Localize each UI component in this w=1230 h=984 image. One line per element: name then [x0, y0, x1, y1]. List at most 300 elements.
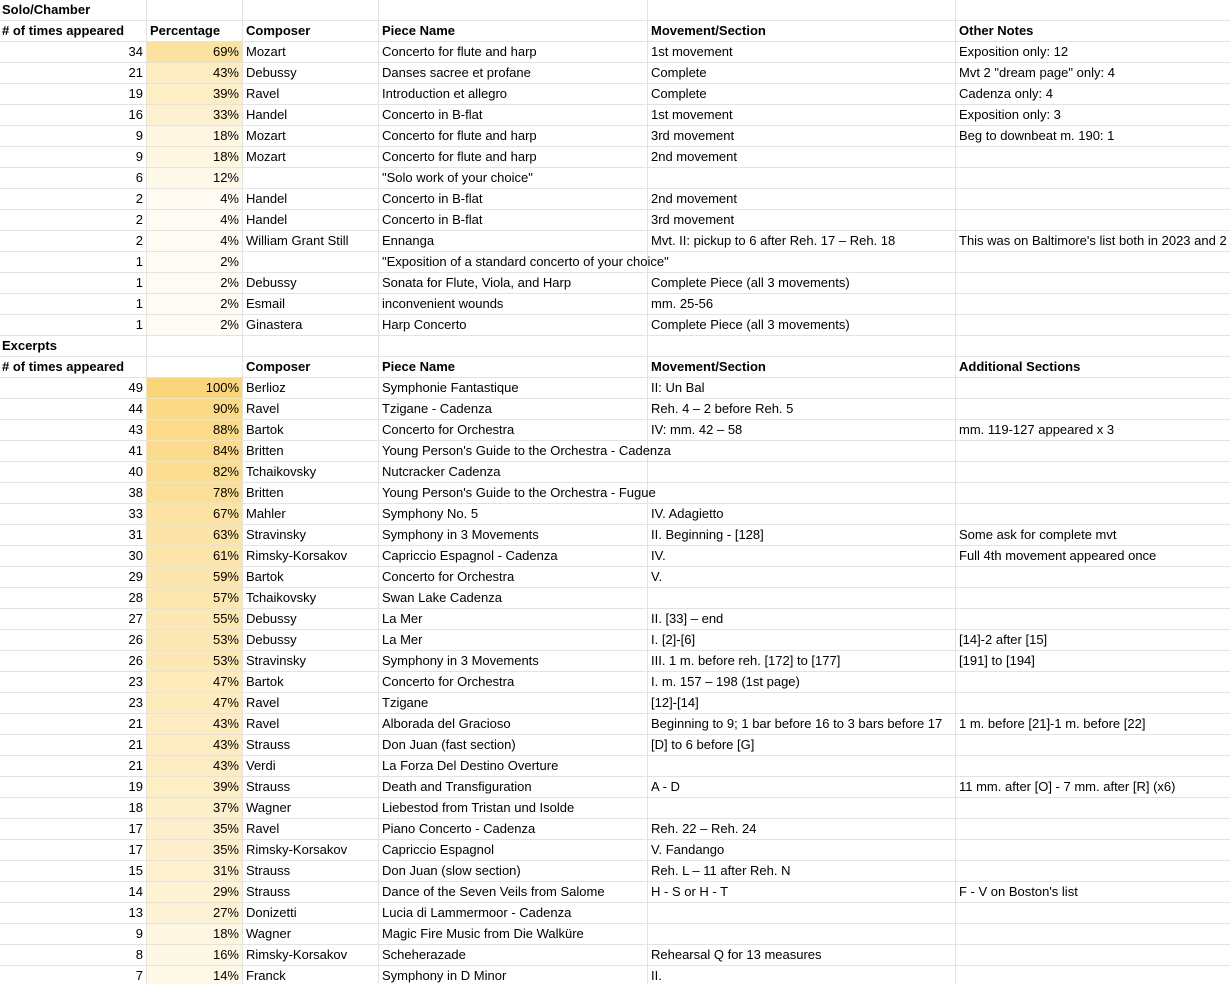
- percentage-cell[interactable]: 2%: [147, 252, 243, 272]
- movement-cell[interactable]: [648, 168, 956, 188]
- count-cell[interactable]: 2: [0, 231, 147, 251]
- piece-name-cell[interactable]: Introduction et allegro: [379, 84, 648, 104]
- composer-cell[interactable]: Bartok: [243, 420, 379, 440]
- composer-cell[interactable]: Handel: [243, 189, 379, 209]
- empty-cell[interactable]: [956, 0, 1230, 20]
- percentage-cell[interactable]: 53%: [147, 651, 243, 671]
- movement-cell[interactable]: I. m. 157 – 198 (1st page): [648, 672, 956, 692]
- count-cell[interactable]: 49: [0, 378, 147, 398]
- piece-name-cell[interactable]: Capriccio Espagnol: [379, 840, 648, 860]
- empty-cell[interactable]: [379, 336, 648, 356]
- percentage-cell[interactable]: 35%: [147, 840, 243, 860]
- count-cell[interactable]: 2: [0, 210, 147, 230]
- table-row: [0, 672, 1230, 693]
- notes-cell[interactable]: [956, 168, 1230, 188]
- percentage-cell[interactable]: 33%: [147, 105, 243, 125]
- piece-name-cell[interactable]: Concerto in B-flat: [379, 189, 648, 209]
- movement-cell[interactable]: [648, 924, 956, 944]
- count-cell[interactable]: 6: [0, 168, 147, 188]
- percentage-cell[interactable]: 4%: [147, 210, 243, 230]
- count-cell[interactable]: 34: [0, 42, 147, 62]
- section-title[interactable]: Excerpts: [0, 336, 147, 356]
- notes-cell[interactable]: [956, 735, 1230, 755]
- column-header-1[interactable]: [147, 357, 243, 377]
- movement-cell[interactable]: II. Beginning - [128]: [648, 525, 956, 545]
- count-cell[interactable]: 28: [0, 588, 147, 608]
- count-cell[interactable]: 1: [0, 294, 147, 314]
- movement-cell[interactable]: 1st movement: [648, 105, 956, 125]
- percentage-cell[interactable]: 18%: [147, 147, 243, 167]
- table-row: [0, 84, 1230, 105]
- piece-name-cell[interactable]: Ennanga: [379, 231, 648, 251]
- movement-cell[interactable]: Reh. 4 – 2 before Reh. 5: [648, 399, 956, 419]
- movement-cell[interactable]: Complete Piece (all 3 movements): [648, 273, 956, 293]
- piece-name-cell[interactable]: Concerto for flute and harp: [379, 42, 648, 62]
- table-row: [0, 399, 1230, 420]
- notes-cell[interactable]: [956, 294, 1230, 314]
- notes-cell[interactable]: [956, 210, 1230, 230]
- notes-cell[interactable]: This was on Baltimore's list both in 2023 and 2: [959, 233, 1227, 248]
- piece-name-cell[interactable]: "Solo work of your choice": [379, 168, 648, 188]
- notes-cell[interactable]: [956, 273, 1230, 293]
- table-row: [0, 441, 1230, 462]
- composer-cell[interactable]: Berlioz: [243, 378, 379, 398]
- notes-cell[interactable]: F - V on Boston's list: [959, 884, 1078, 899]
- table-row: [0, 735, 1230, 756]
- piece-name-cell[interactable]: Symphony in 3 Movements: [379, 525, 648, 545]
- count-cell[interactable]: 17: [0, 840, 147, 860]
- percentage-cell[interactable]: 47%: [147, 693, 243, 713]
- movement-cell[interactable]: [12]-[14]: [648, 693, 956, 713]
- count-cell[interactable]: 33: [0, 504, 147, 524]
- movement-cell[interactable]: II: Un Bal: [648, 378, 956, 398]
- movement-cell[interactable]: V.: [648, 567, 956, 587]
- composer-cell[interactable]: William Grant Still: [243, 231, 379, 251]
- notes-cell[interactable]: [956, 189, 1230, 209]
- table-row: [0, 945, 1230, 966]
- count-cell[interactable]: 14: [0, 882, 147, 902]
- empty-cell[interactable]: [147, 336, 243, 356]
- column-header-5[interactable]: Other Notes: [959, 23, 1034, 38]
- piece-name-cell[interactable]: Concerto in B-flat: [379, 210, 648, 230]
- movement-cell[interactable]: [648, 588, 956, 608]
- notes-cell[interactable]: [191] to [194]: [959, 653, 1035, 668]
- section-title-row: [0, 336, 1230, 357]
- table-row: [0, 378, 1230, 399]
- percentage-cell[interactable]: 18%: [147, 924, 243, 944]
- piece-name-cell[interactable]: Concerto for flute and harp: [379, 147, 648, 167]
- movement-cell[interactable]: Complete: [648, 84, 956, 104]
- column-header-3[interactable]: Piece Name: [379, 357, 648, 377]
- piece-name-cell[interactable]: Lucia di Lammermoor - Cadenza: [379, 903, 648, 923]
- piece-name-cell[interactable]: Nutcracker Cadenza: [379, 462, 648, 482]
- movement-cell[interactable]: IV. Adagietto: [648, 504, 956, 524]
- piece-name-cell[interactable]: Magic Fire Music from Die Walküre: [379, 924, 648, 944]
- piece-name-cell[interactable]: La Forza Del Destino Overture: [379, 756, 648, 776]
- composer-cell[interactable]: Debussy: [243, 609, 379, 629]
- piece-name-cell[interactable]: Concerto for Orchestra: [379, 567, 648, 587]
- percentage-cell[interactable]: 27%: [147, 903, 243, 923]
- movement-cell[interactable]: 2nd movement: [648, 189, 956, 209]
- piece-name-cell[interactable]: Young Person's Guide to the Orchestra - Fugue: [379, 483, 648, 503]
- composer-cell[interactable]: Bartok: [243, 672, 379, 692]
- empty-cell[interactable]: [243, 336, 379, 356]
- piece-name-cell[interactable]: Concerto for Orchestra: [379, 672, 648, 692]
- composer-cell[interactable]: Mahler: [243, 504, 379, 524]
- notes-cell[interactable]: [956, 588, 1230, 608]
- composer-cell[interactable]: Franck: [243, 966, 379, 984]
- count-cell[interactable]: 27: [0, 609, 147, 629]
- piece-name-cell[interactable]: Don Juan (slow section): [379, 861, 648, 881]
- piece-name-cell[interactable]: "Exposition of a standard concerto of your choice": [379, 252, 648, 272]
- percentage-cell[interactable]: 43%: [147, 735, 243, 755]
- movement-cell[interactable]: 3rd movement: [648, 210, 956, 230]
- composer-cell[interactable]: Ravel: [243, 693, 379, 713]
- notes-cell[interactable]: [956, 924, 1230, 944]
- percentage-cell[interactable]: 82%: [147, 462, 243, 482]
- composer-cell[interactable]: Britten: [243, 483, 379, 503]
- movement-cell[interactable]: Complete Piece (all 3 movements): [648, 315, 956, 335]
- piece-name-cell[interactable]: Concerto in B-flat: [379, 105, 648, 125]
- composer-cell[interactable]: Esmail: [243, 294, 379, 314]
- notes-cell[interactable]: Full 4th movement appeared once: [959, 548, 1157, 563]
- percentage-cell[interactable]: 69%: [147, 42, 243, 62]
- percentage-cell[interactable]: 88%: [147, 420, 243, 440]
- notes-cell[interactable]: Beg to downbeat m. 190: 1: [959, 128, 1115, 143]
- section-title-row: [0, 0, 1230, 21]
- movement-cell[interactable]: 2nd movement: [648, 147, 956, 167]
- count-cell[interactable]: 1: [0, 252, 147, 272]
- empty-cell[interactable]: [648, 336, 956, 356]
- percentage-cell[interactable]: 4%: [147, 189, 243, 209]
- empty-cell[interactable]: [243, 0, 379, 20]
- notes-cell[interactable]: [956, 903, 1230, 923]
- count-cell[interactable]: 21: [0, 714, 147, 734]
- column-header-0[interactable]: # of times appeared: [0, 357, 147, 377]
- notes-cell[interactable]: Exposition only: 3: [959, 107, 1061, 122]
- percentage-cell[interactable]: 63%: [147, 525, 243, 545]
- piece-name-cell[interactable]: Symphony No. 5: [379, 504, 648, 524]
- percentage-cell[interactable]: 18%: [147, 126, 243, 146]
- percentage-cell[interactable]: 35%: [147, 819, 243, 839]
- composer-cell[interactable]: Tchaikovsky: [243, 462, 379, 482]
- movement-cell[interactable]: Beginning to 9; 1 bar before 16 to 3 bars before 17: [648, 714, 956, 734]
- movement-cell[interactable]: [648, 462, 956, 482]
- piece-name-cell[interactable]: Dance of the Seven Veils from Salome: [379, 882, 648, 902]
- percentage-cell[interactable]: 29%: [147, 882, 243, 902]
- movement-cell[interactable]: Reh. L – 11 after Reh. N: [648, 861, 956, 881]
- movement-cell[interactable]: [648, 483, 956, 503]
- header-row: [0, 21, 1230, 42]
- percentage-cell[interactable]: 57%: [147, 588, 243, 608]
- piece-name-cell[interactable]: Capriccio Espagnol - Cadenza: [379, 546, 648, 566]
- piece-name-cell[interactable]: Piano Concerto - Cadenza: [379, 819, 648, 839]
- movement-cell[interactable]: 1st movement: [648, 42, 956, 62]
- movement-cell[interactable]: [648, 756, 956, 776]
- percentage-cell[interactable]: 12%: [147, 168, 243, 188]
- percentage-cell[interactable]: 43%: [147, 63, 243, 83]
- column-header-3[interactable]: Piece Name: [379, 21, 648, 41]
- movement-cell[interactable]: mm. 25-56: [648, 294, 956, 314]
- piece-name-cell[interactable]: Young Person's Guide to the Orchestra - Cadenza: [379, 441, 648, 461]
- count-cell[interactable]: 23: [0, 693, 147, 713]
- column-header-1[interactable]: Percentage: [147, 21, 243, 41]
- notes-cell[interactable]: [956, 609, 1230, 629]
- notes-cell[interactable]: [956, 693, 1230, 713]
- count-cell[interactable]: 44: [0, 399, 147, 419]
- composer-cell[interactable]: Debussy: [243, 63, 379, 83]
- notes-cell[interactable]: [956, 399, 1230, 419]
- notes-cell[interactable]: Some ask for complete mvt: [959, 527, 1117, 542]
- composer-cell[interactable]: Strauss: [243, 861, 379, 881]
- percentage-cell[interactable]: 31%: [147, 861, 243, 881]
- notes-cell[interactable]: 11 mm. after [O] - 7 mm. after [R] (x6): [959, 779, 1176, 794]
- empty-cell[interactable]: [147, 0, 243, 20]
- movement-cell[interactable]: H - S or H - T: [648, 882, 956, 902]
- composer-cell[interactable]: Rimsky-Korsakov: [243, 945, 379, 965]
- movement-cell[interactable]: IV: mm. 42 – 58: [648, 420, 956, 440]
- notes-cell[interactable]: [956, 819, 1230, 839]
- empty-cell[interactable]: [648, 0, 956, 20]
- count-cell[interactable]: 1: [0, 315, 147, 335]
- percentage-cell[interactable]: 55%: [147, 609, 243, 629]
- movement-cell[interactable]: 3rd movement: [648, 126, 956, 146]
- count-cell[interactable]: 21: [0, 735, 147, 755]
- composer-cell[interactable]: Ravel: [243, 399, 379, 419]
- piece-name-cell[interactable]: Danses sacree et profane: [379, 63, 648, 83]
- composer-cell[interactable]: Ravel: [243, 84, 379, 104]
- percentage-cell[interactable]: 90%: [147, 399, 243, 419]
- movement-cell[interactable]: V. Fandango: [648, 840, 956, 860]
- count-cell[interactable]: 17: [0, 819, 147, 839]
- percentage-cell[interactable]: 39%: [147, 84, 243, 104]
- notes-cell[interactable]: [956, 462, 1230, 482]
- piece-name-cell[interactable]: Don Juan (fast section): [379, 735, 648, 755]
- movement-cell[interactable]: IV.: [648, 546, 956, 566]
- piece-name-cell[interactable]: Swan Lake Cadenza: [379, 588, 648, 608]
- percentage-cell[interactable]: 78%: [147, 483, 243, 503]
- notes-cell[interactable]: mm. 119-127 appeared x 3: [959, 422, 1115, 437]
- piece-name-cell[interactable]: Concerto for flute and harp: [379, 126, 648, 146]
- notes-cell[interactable]: [956, 252, 1230, 272]
- percentage-cell[interactable]: 4%: [147, 231, 243, 251]
- notes-cell[interactable]: [956, 567, 1230, 587]
- count-cell[interactable]: 30: [0, 546, 147, 566]
- movement-cell[interactable]: III. 1 m. before reh. [172] to [177]: [648, 651, 956, 671]
- composer-cell[interactable]: Ravel: [243, 819, 379, 839]
- percentage-cell[interactable]: 2%: [147, 315, 243, 335]
- column-header-2[interactable]: Composer: [243, 357, 379, 377]
- count-cell[interactable]: 9: [0, 126, 147, 146]
- count-cell[interactable]: 43: [0, 420, 147, 440]
- percentage-cell[interactable]: 47%: [147, 672, 243, 692]
- count-cell[interactable]: 13: [0, 903, 147, 923]
- composer-cell[interactable]: Stravinsky: [243, 651, 379, 671]
- notes-cell[interactable]: [956, 840, 1230, 860]
- table-row: [0, 882, 1230, 903]
- notes-cell[interactable]: 1 m. before [21]-1 m. before [22]: [959, 716, 1146, 731]
- table-row: [0, 588, 1230, 609]
- movement-cell[interactable]: Reh. 22 – Reh. 24: [648, 819, 956, 839]
- count-cell[interactable]: 26: [0, 630, 147, 650]
- notes-cell[interactable]: [956, 504, 1230, 524]
- count-cell[interactable]: 9: [0, 147, 147, 167]
- count-cell[interactable]: 26: [0, 651, 147, 671]
- piece-name-cell[interactable]: Tzigane: [379, 693, 648, 713]
- count-cell[interactable]: 31: [0, 525, 147, 545]
- table-row: [0, 189, 1230, 210]
- count-cell[interactable]: 19: [0, 84, 147, 104]
- count-cell[interactable]: 15: [0, 861, 147, 881]
- column-header-4[interactable]: Movement/Section: [648, 21, 956, 41]
- count-cell[interactable]: 7: [0, 966, 147, 984]
- composer-cell[interactable]: Mozart: [243, 126, 379, 146]
- composer-cell[interactable]: Verdi: [243, 756, 379, 776]
- percentage-cell[interactable]: 61%: [147, 546, 243, 566]
- piece-name-cell[interactable]: Alborada del Gracioso: [379, 714, 648, 734]
- piece-name-cell[interactable]: Symphony in D Minor: [379, 966, 648, 984]
- table-row: [0, 819, 1230, 840]
- count-cell[interactable]: 29: [0, 567, 147, 587]
- composer-cell[interactable]: Donizetti: [243, 903, 379, 923]
- count-cell[interactable]: 9: [0, 924, 147, 944]
- composer-cell[interactable]: Strauss: [243, 735, 379, 755]
- movement-cell[interactable]: II.: [648, 966, 956, 984]
- notes-cell[interactable]: Exposition only: 12: [959, 44, 1069, 59]
- composer-cell[interactable]: [243, 168, 379, 188]
- column-header-2[interactable]: Composer: [243, 21, 379, 41]
- percentage-cell[interactable]: 39%: [147, 777, 243, 797]
- header-row: [0, 357, 1230, 378]
- table-row: [0, 210, 1230, 231]
- piece-name-cell[interactable]: Sonata for Flute, Viola, and Harp: [379, 273, 648, 293]
- composer-cell[interactable]: Mozart: [243, 42, 379, 62]
- piece-name-cell[interactable]: Harp Concerto: [379, 315, 648, 335]
- notes-cell[interactable]: [956, 441, 1230, 461]
- movement-cell[interactable]: [648, 903, 956, 923]
- count-cell[interactable]: 21: [0, 756, 147, 776]
- composer-cell[interactable]: Mozart: [243, 147, 379, 167]
- notes-cell[interactable]: [956, 672, 1230, 692]
- percentage-cell[interactable]: 84%: [147, 441, 243, 461]
- count-cell[interactable]: 40: [0, 462, 147, 482]
- composer-cell[interactable]: Rimsky-Korsakov: [243, 546, 379, 566]
- table-row: [0, 504, 1230, 525]
- movement-cell[interactable]: [648, 252, 956, 272]
- movement-cell[interactable]: [648, 441, 956, 461]
- empty-cell[interactable]: [956, 336, 1230, 356]
- count-cell[interactable]: 23: [0, 672, 147, 692]
- composer-cell[interactable]: Strauss: [243, 777, 379, 797]
- piece-name-cell[interactable]: Symphonie Fantastique: [379, 378, 648, 398]
- composer-cell[interactable]: Handel: [243, 105, 379, 125]
- empty-cell[interactable]: [379, 0, 648, 20]
- notes-cell[interactable]: Cadenza only: 4: [959, 86, 1053, 101]
- percentage-cell[interactable]: 67%: [147, 504, 243, 524]
- percentage-cell[interactable]: 100%: [147, 378, 243, 398]
- percentage-cell[interactable]: 43%: [147, 714, 243, 734]
- piece-name-cell[interactable]: Death and Transfiguration: [379, 777, 648, 797]
- composer-cell[interactable]: [243, 252, 379, 272]
- column-header-5[interactable]: Additional Sections: [959, 359, 1081, 374]
- count-cell[interactable]: 16: [0, 105, 147, 125]
- composer-cell[interactable]: Handel: [243, 210, 379, 230]
- composer-cell[interactable]: Ginastera: [243, 315, 379, 335]
- composer-cell[interactable]: Bartok: [243, 567, 379, 587]
- piece-name-cell[interactable]: Tzigane - Cadenza: [379, 399, 648, 419]
- composer-cell[interactable]: Britten: [243, 441, 379, 461]
- composer-cell[interactable]: Debussy: [243, 630, 379, 650]
- notes-cell[interactable]: [956, 483, 1230, 503]
- piece-name-cell[interactable]: Symphony in 3 Movements: [379, 651, 648, 671]
- movement-cell[interactable]: A - D: [648, 777, 956, 797]
- piece-name-cell[interactable]: Concerto for Orchestra: [379, 420, 648, 440]
- movement-cell[interactable]: Complete: [648, 63, 956, 83]
- notes-cell[interactable]: [956, 798, 1230, 818]
- notes-cell[interactable]: [14]-2 after [15]: [959, 632, 1048, 647]
- column-header-4[interactable]: Movement/Section: [648, 357, 956, 377]
- piece-name-cell[interactable]: Scheherazade: [379, 945, 648, 965]
- notes-cell[interactable]: [956, 861, 1230, 881]
- composer-cell[interactable]: Ravel: [243, 714, 379, 734]
- percentage-cell[interactable]: 59%: [147, 567, 243, 587]
- movement-cell[interactable]: I. [2]-[6]: [648, 630, 956, 650]
- notes-cell[interactable]: Mvt 2 "dream page" only: 4: [959, 65, 1115, 80]
- composer-cell[interactable]: Debussy: [243, 273, 379, 293]
- composer-cell[interactable]: Wagner: [243, 924, 379, 944]
- percentage-cell[interactable]: 14%: [147, 966, 243, 984]
- notes-cell[interactable]: [956, 147, 1230, 167]
- percentage-cell[interactable]: 16%: [147, 945, 243, 965]
- percentage-cell[interactable]: 53%: [147, 630, 243, 650]
- movement-cell[interactable]: Rehearsal Q for 13 measures: [648, 945, 956, 965]
- percentage-cell[interactable]: 37%: [147, 798, 243, 818]
- composer-cell[interactable]: Wagner: [243, 798, 379, 818]
- composer-cell[interactable]: Rimsky-Korsakov: [243, 840, 379, 860]
- count-cell[interactable]: 19: [0, 777, 147, 797]
- movement-cell[interactable]: II. [33] – end: [648, 609, 956, 629]
- percentage-cell[interactable]: 43%: [147, 756, 243, 776]
- count-cell[interactable]: 8: [0, 945, 147, 965]
- composer-cell[interactable]: Strauss: [243, 882, 379, 902]
- composer-cell[interactable]: Stravinsky: [243, 525, 379, 545]
- notes-cell[interactable]: [956, 315, 1230, 335]
- percentage-cell[interactable]: 2%: [147, 273, 243, 293]
- count-cell[interactable]: 41: [0, 441, 147, 461]
- column-header-0[interactable]: # of times appeared: [0, 21, 147, 41]
- table-row: [0, 126, 1230, 147]
- notes-cell[interactable]: [956, 756, 1230, 776]
- movement-cell[interactable]: [D] to 6 before [G]: [648, 735, 956, 755]
- count-cell[interactable]: 38: [0, 483, 147, 503]
- count-cell[interactable]: 21: [0, 63, 147, 83]
- percentage-cell[interactable]: 2%: [147, 294, 243, 314]
- section-title[interactable]: Solo/Chamber: [0, 0, 147, 20]
- notes-cell[interactable]: [956, 378, 1230, 398]
- piece-name-cell[interactable]: La Mer: [379, 630, 648, 650]
- count-cell[interactable]: 18: [0, 798, 147, 818]
- notes-cell[interactable]: [956, 945, 1230, 965]
- movement-cell[interactable]: [648, 798, 956, 818]
- count-cell[interactable]: 1: [0, 273, 147, 293]
- piece-name-cell[interactable]: La Mer: [379, 609, 648, 629]
- piece-name-cell[interactable]: inconvenient wounds: [379, 294, 648, 314]
- count-cell[interactable]: 2: [0, 189, 147, 209]
- piece-name-cell[interactable]: Liebestod from Tristan und Isolde: [379, 798, 648, 818]
- composer-cell[interactable]: Tchaikovsky: [243, 588, 379, 608]
- notes-cell[interactable]: [956, 966, 1230, 984]
- movement-cell[interactable]: Mvt. II: pickup to 6 after Reh. 17 – Reh. 18: [648, 231, 956, 251]
